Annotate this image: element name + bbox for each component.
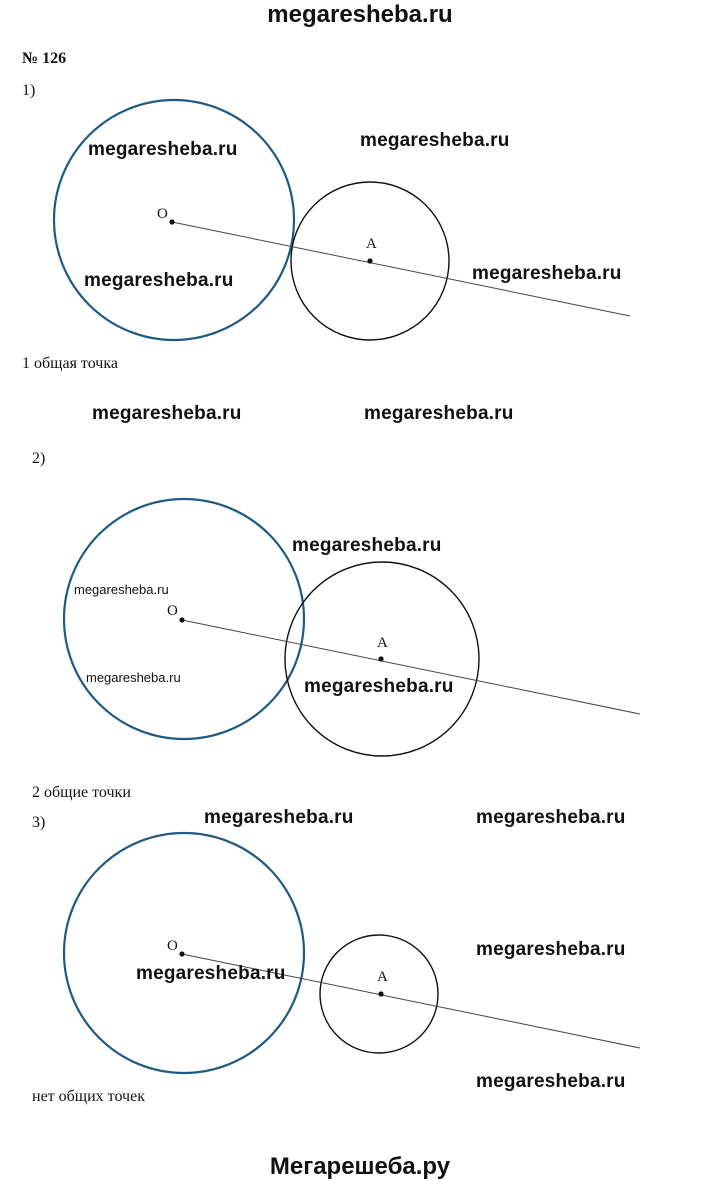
point-o-3 <box>179 951 184 956</box>
part-3-caption: нет общих точек <box>32 1088 145 1105</box>
watermark: megaresheba.ru <box>476 807 626 828</box>
part-2-caption: 2 общие точки <box>32 784 131 801</box>
site-header: megaresheba.ru <box>267 1 453 28</box>
watermark: megaresheba.ru <box>88 139 238 160</box>
point-a-3 <box>378 991 383 996</box>
label-o-2: O <box>167 603 178 619</box>
watermark: megaresheba.ru <box>476 1071 626 1092</box>
watermark: megaresheba.ru <box>364 403 514 424</box>
label-a-2: A <box>377 635 388 651</box>
part-1-label: 1) <box>22 82 36 99</box>
watermark: megaresheba.ru <box>360 130 510 151</box>
label-a-3: A <box>377 969 388 985</box>
watermark: megaresheba.ru <box>92 403 242 424</box>
site-footer: Мегарешеба.ру <box>269 1153 451 1180</box>
part-3-label: 3) <box>32 814 46 831</box>
watermark: megaresheba.ru <box>136 963 286 984</box>
part-1-caption: 1 общая точка <box>22 355 118 372</box>
problem-number: № 126 <box>22 50 67 67</box>
label-o-1: O <box>157 206 168 222</box>
part-2-label: 2) <box>32 450 46 467</box>
label-o-3: O <box>167 938 178 954</box>
watermark: megaresheba.ru <box>292 535 442 556</box>
watermark: megaresheba.ru <box>304 676 454 697</box>
watermark: megaresheba.ru <box>84 270 234 291</box>
watermark: megaresheba.ru <box>476 939 626 960</box>
watermark: megaresheba.ru <box>74 582 169 597</box>
watermark: megaresheba.ru <box>472 263 622 284</box>
watermark: megaresheba.ru <box>86 670 181 685</box>
label-a-1: A <box>366 236 377 252</box>
watermark: megaresheba.ru <box>204 807 354 828</box>
